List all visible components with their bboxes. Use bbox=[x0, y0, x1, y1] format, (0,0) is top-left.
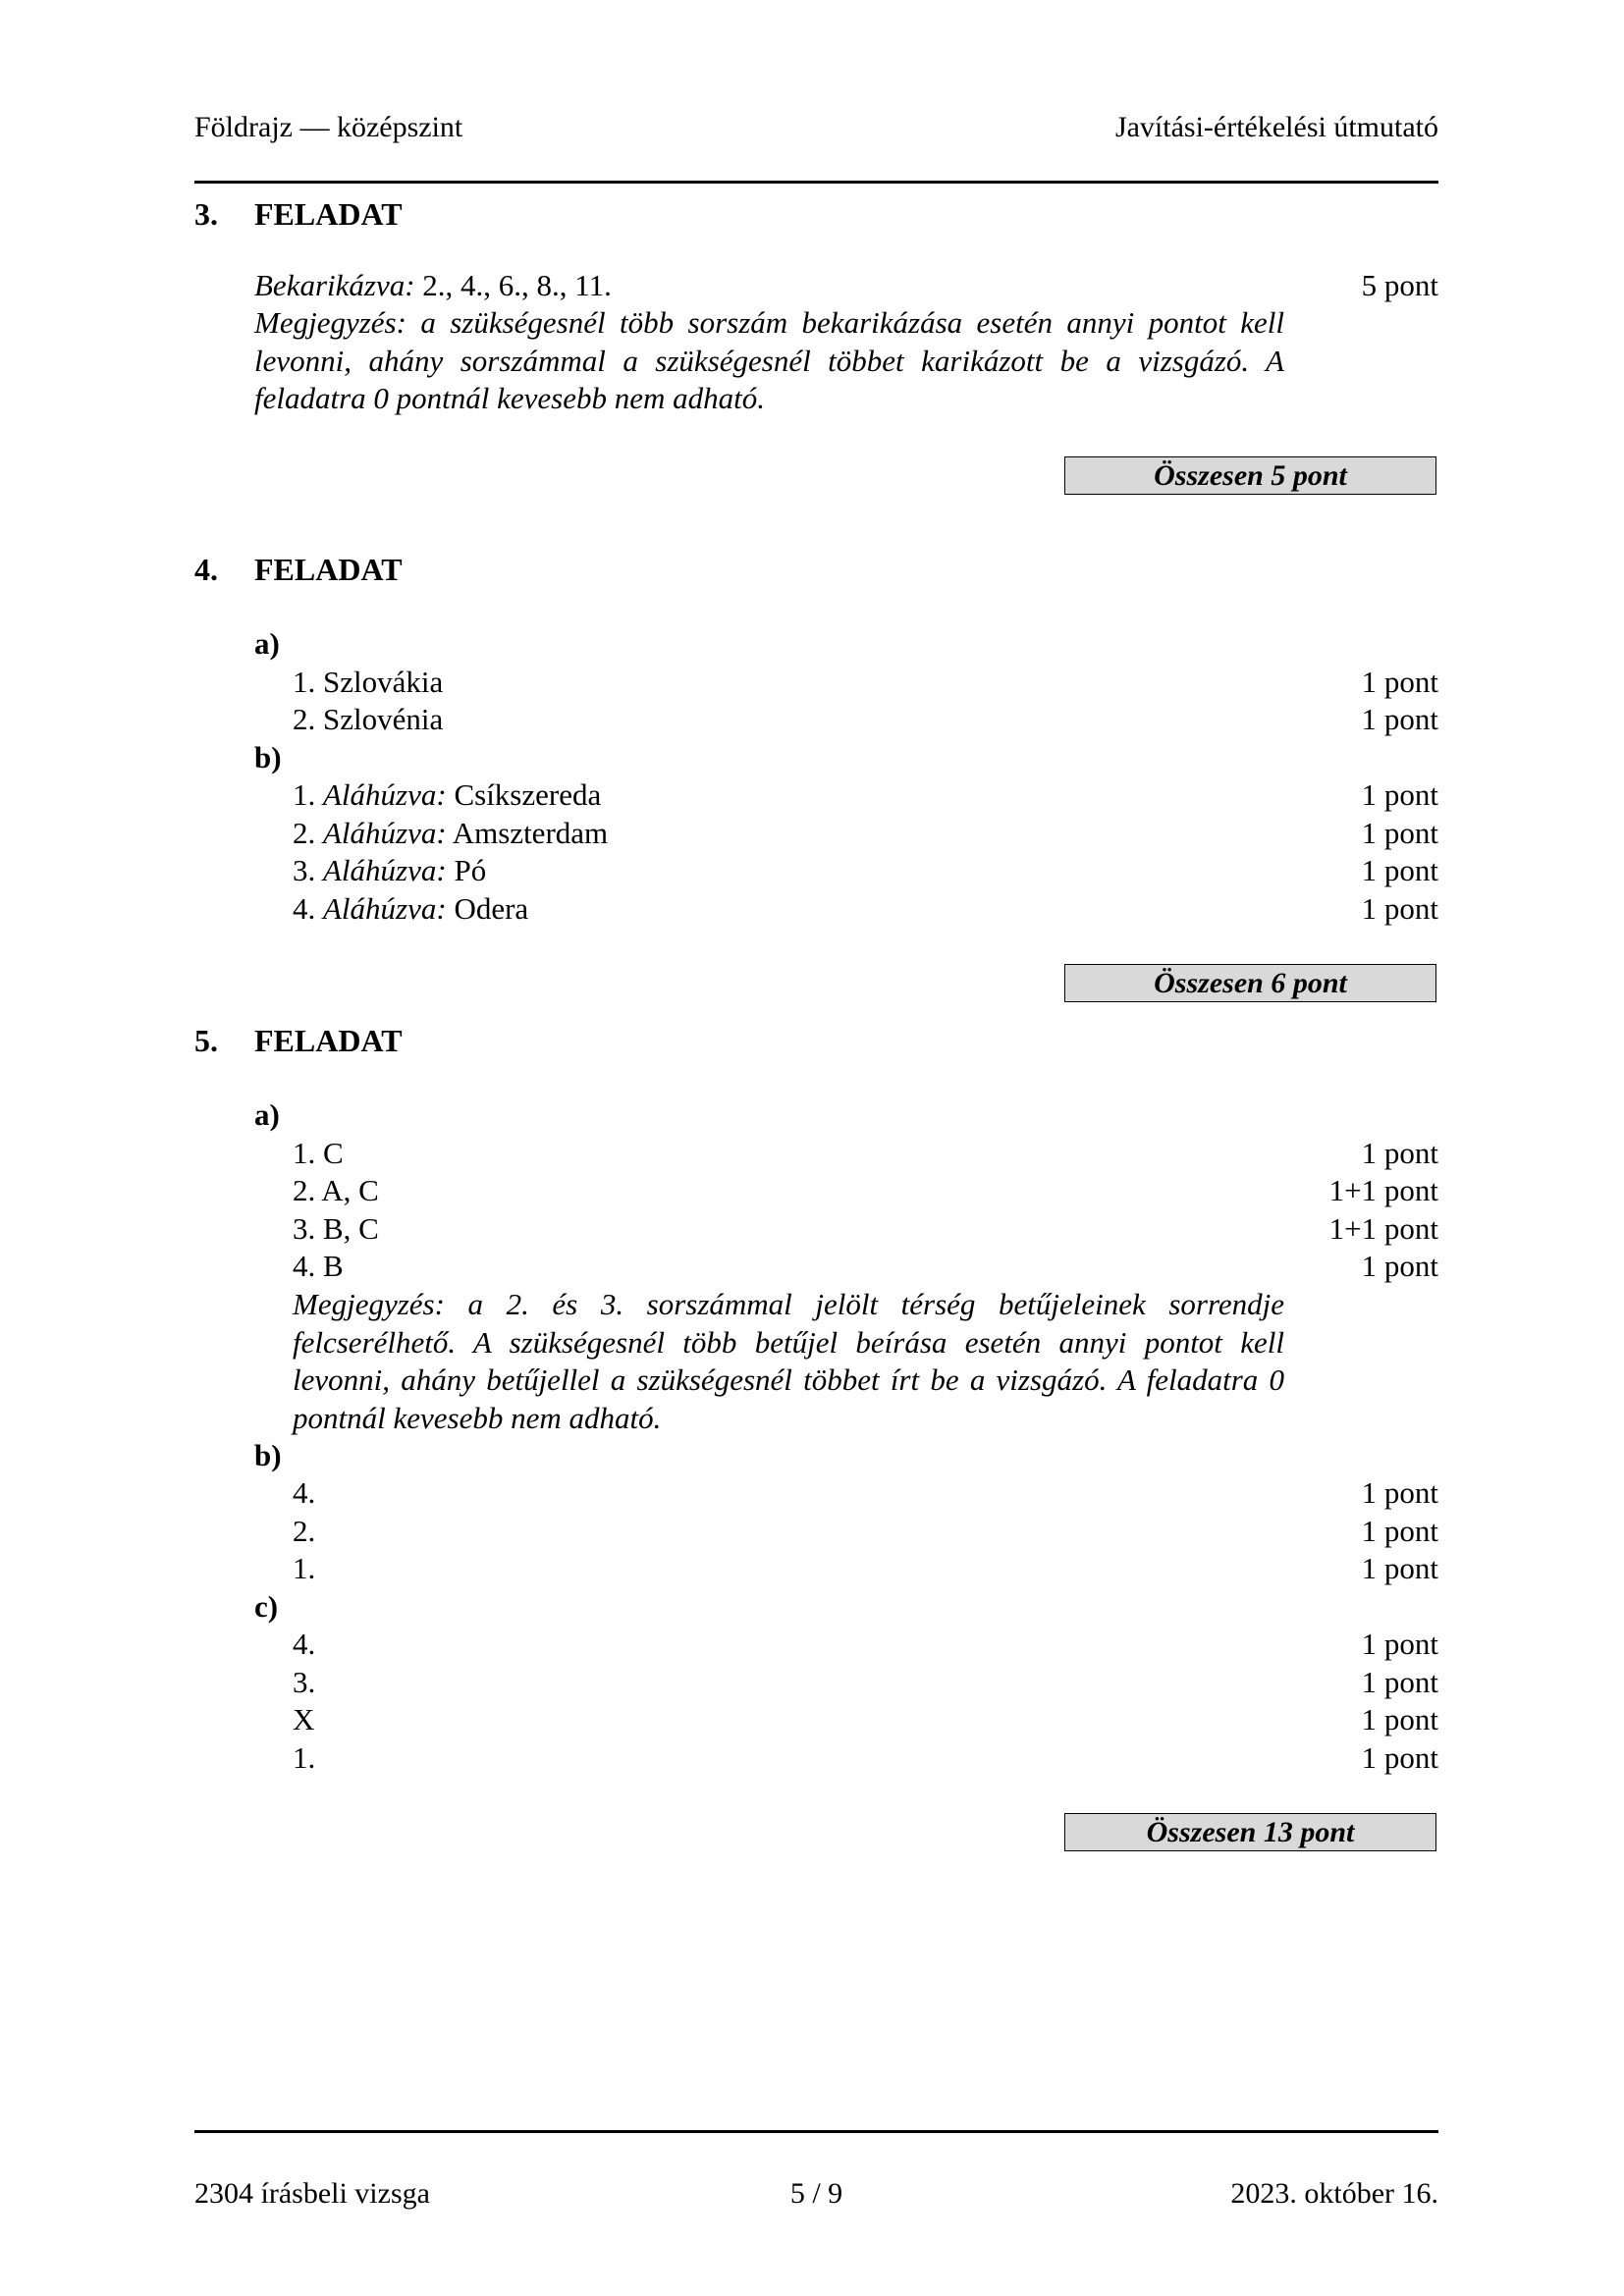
task5-c-item-3: X bbox=[293, 1702, 315, 1736]
task4-b-item-4-points: 1 pont bbox=[1361, 891, 1438, 926]
task3-note-text: Megjegyzés: a szükségesnél több sorszám bekarikázása esetén annyi pontot kell levonni, ahány sorszámmal a szükségesnél többet karikázott be a vizsgázó. A feladatra 0 pontnál kevesebb nem adható. bbox=[254, 305, 1284, 415]
task4-b-item-2 bbox=[293, 815, 608, 852]
footer-page-number: 5 / 9 bbox=[789, 2177, 843, 2210]
task5-c-label-row bbox=[0, 1588, 1624, 1626]
task5-b-item-3: 1. bbox=[293, 1551, 316, 1585]
page-footer bbox=[0, 2174, 1624, 2214]
task5-a-item-3-points: 1+1 pont bbox=[1328, 1211, 1438, 1246]
item-value: Csíkszereda bbox=[446, 777, 602, 812]
task5-b-item-1-points: 1 pont bbox=[1361, 1475, 1438, 1510]
item-prefix: 3. bbox=[293, 853, 323, 887]
task3-points: 5 pont bbox=[1361, 268, 1438, 302]
list-item bbox=[0, 1664, 1624, 1701]
task4-b-item-2-points: 1 pont bbox=[1361, 816, 1438, 850]
task5-c-item-2: 3. bbox=[293, 1665, 316, 1699]
task5-b-item-1: 4. bbox=[293, 1475, 316, 1510]
item-label: Aláhúzva: bbox=[323, 891, 447, 926]
task5-c-label: c) bbox=[254, 1589, 279, 1624]
task5-total: Összesen 13 pont bbox=[1064, 1813, 1436, 1851]
list-item bbox=[0, 1135, 1624, 1172]
task5-a-note-text: Megjegyzés: a 2. és 3. sorszámmal jelölt térség betűjeleinek sorrendje felcserélhető. A szükségesnél több betűjel beírása esetén annyi pontot kell levonni, ahány betűjellel a szükségesnél többet írt be a vizsgázó. A feladatra 0 pontnál kevesebb nem adható. bbox=[293, 1287, 1284, 1435]
list-item bbox=[0, 852, 1624, 889]
footer-rule bbox=[194, 2130, 1438, 2133]
task5-a-item-4-points: 1 pont bbox=[1361, 1249, 1438, 1283]
list-item bbox=[0, 1739, 1624, 1777]
task3-number: 3. bbox=[194, 196, 218, 232]
task5-number: 5. bbox=[194, 1023, 218, 1058]
task3-note bbox=[254, 304, 1284, 418]
task3-total: Összesen 5 pont bbox=[1064, 456, 1436, 495]
list-item bbox=[0, 890, 1624, 928]
item-label: Aláhúzva: bbox=[323, 853, 447, 887]
task3-answer-value: 2., 4., 6., 8., 11. bbox=[414, 268, 612, 302]
task5-title: FELADAT bbox=[254, 1023, 403, 1058]
task5-c-item-4-points: 1 pont bbox=[1361, 1740, 1438, 1775]
task4-b-item-3 bbox=[293, 852, 486, 889]
task5-b-item-2: 2. bbox=[293, 1514, 316, 1548]
task5-a-label: a) bbox=[254, 1097, 280, 1132]
task4-b-item-3-points: 1 pont bbox=[1361, 853, 1438, 887]
footer-date: 2023. október 16. bbox=[1230, 2177, 1438, 2210]
item-value: Pó bbox=[446, 853, 487, 887]
list-item bbox=[0, 1513, 1624, 1550]
task4-b-label: b) bbox=[254, 740, 282, 774]
item-value: Odera bbox=[446, 891, 529, 926]
item-prefix: 1. bbox=[293, 777, 323, 812]
list-item bbox=[0, 815, 1624, 852]
task4-a-item-2-points: 1 pont bbox=[1361, 702, 1438, 736]
task3-answer bbox=[254, 267, 612, 304]
task4-a-label: a) bbox=[254, 626, 280, 661]
task5-b-label: b) bbox=[254, 1438, 282, 1472]
task4-b-item-1-points: 1 pont bbox=[1361, 777, 1438, 812]
task5-a-item-1: 1. C bbox=[293, 1136, 344, 1170]
list-item bbox=[0, 1474, 1624, 1512]
item-value: Amszterdam bbox=[446, 816, 609, 850]
header-rule bbox=[194, 181, 1438, 184]
list-item bbox=[0, 1210, 1624, 1248]
task4-total: Összesen 6 pont bbox=[1064, 964, 1436, 1002]
task3-answer-label: Bekarikázva: bbox=[254, 268, 415, 302]
list-item bbox=[0, 664, 1624, 701]
task5-a-item-2: 2. A, C bbox=[293, 1173, 379, 1207]
task5-b-item-2-points: 1 pont bbox=[1361, 1514, 1438, 1548]
task5-c-item-1-points: 1 pont bbox=[1361, 1627, 1438, 1661]
list-item bbox=[0, 701, 1624, 738]
list-item bbox=[0, 1701, 1624, 1738]
task5-c-item-1: 4. bbox=[293, 1627, 316, 1661]
task5-c-item-4: 1. bbox=[293, 1740, 316, 1775]
task4-number: 4. bbox=[194, 552, 218, 587]
header-subject: Földrajz — középszint bbox=[194, 111, 463, 143]
page-header bbox=[0, 108, 1624, 147]
item-label: Aláhúzva: bbox=[323, 816, 447, 850]
list-item bbox=[0, 1626, 1624, 1663]
task4-a-item-1: 1. Szlovákia bbox=[293, 665, 444, 699]
item-prefix: 4. bbox=[293, 891, 323, 926]
task3-title: FELADAT bbox=[254, 196, 403, 232]
task4-b-item-1 bbox=[293, 776, 601, 814]
list-item bbox=[0, 1248, 1624, 1285]
task5-a-item-4: 4. B bbox=[293, 1249, 344, 1283]
list-item bbox=[0, 1550, 1624, 1587]
task5-a-item-3: 3. B, C bbox=[293, 1211, 379, 1246]
task4-b-label-row bbox=[0, 739, 1624, 776]
list-item bbox=[0, 776, 1624, 814]
task5-c-item-2-points: 1 pont bbox=[1361, 1665, 1438, 1699]
task4-a-item-1-points: 1 pont bbox=[1361, 665, 1438, 699]
footer-exam-id: 2304 írásbeli vizsga bbox=[194, 2177, 430, 2210]
task4-a-label-row bbox=[0, 625, 1624, 663]
task3-heading bbox=[0, 195, 1624, 233]
task5-b-label-row bbox=[0, 1437, 1624, 1474]
task5-b-item-3-points: 1 pont bbox=[1361, 1551, 1438, 1585]
task4-a-item-2: 2. Szlovénia bbox=[293, 702, 444, 736]
task5-a-note bbox=[293, 1286, 1284, 1437]
task5-a-item-1-points: 1 pont bbox=[1361, 1136, 1438, 1170]
task5-a-label-row bbox=[0, 1096, 1624, 1134]
task4-b-item-4 bbox=[293, 890, 528, 928]
task5-heading bbox=[0, 1022, 1624, 1059]
header-doc-type: Javítási-értékelési útmutató bbox=[1114, 111, 1438, 143]
item-label: Aláhúzva: bbox=[323, 777, 447, 812]
list-item bbox=[0, 1172, 1624, 1209]
task4-title: FELADAT bbox=[254, 552, 403, 587]
item-prefix: 2. bbox=[293, 816, 323, 850]
task4-heading bbox=[0, 551, 1624, 588]
task5-c-item-3-points: 1 pont bbox=[1361, 1702, 1438, 1736]
task3-answer-row bbox=[0, 267, 1624, 304]
task5-a-item-2-points: 1+1 pont bbox=[1328, 1173, 1438, 1207]
